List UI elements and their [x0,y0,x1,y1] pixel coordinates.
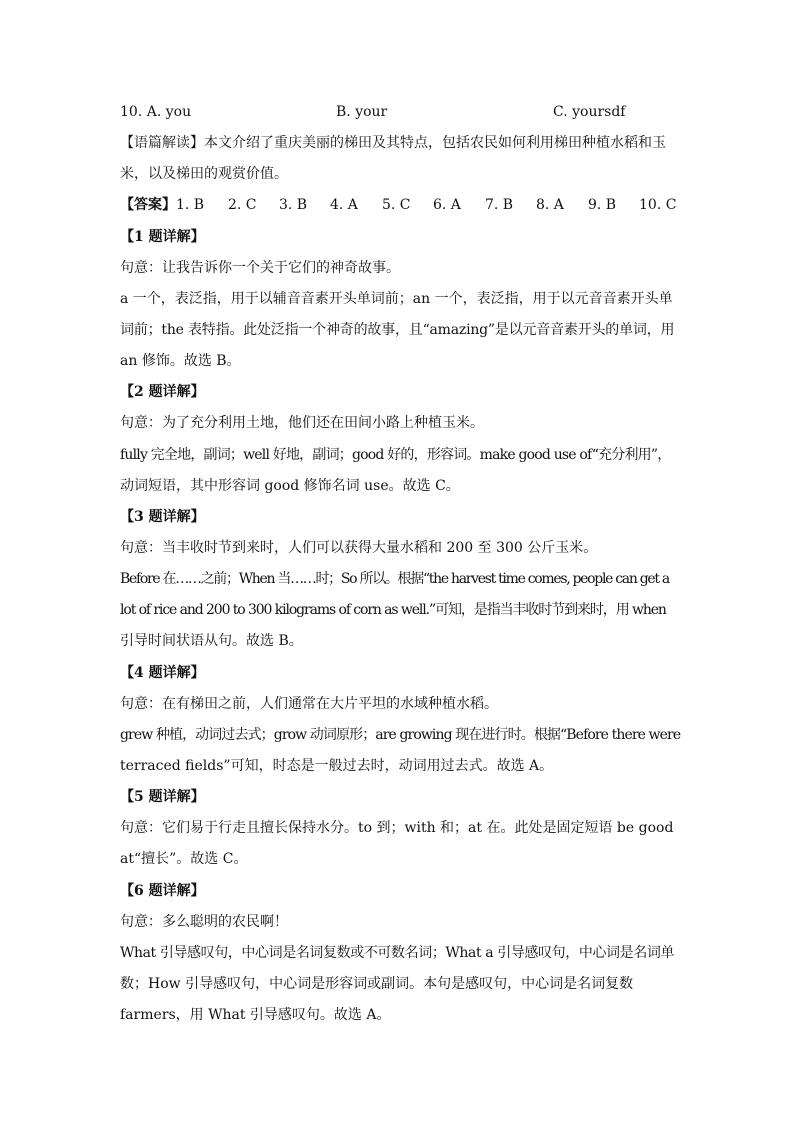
section-line: lot of rice and 200 to 300 kilograms of corn as well.”可知，是指当丰收时节到来时，用 when [120,602,666,618]
answer-item: 4. A [330,197,358,213]
section-line: 词前；the 表特指。此处泛指一个神奇的故事，且“amazing”是以元音音素开头的单词，用 [120,322,675,338]
section-heading: 【2 题详解】 [120,384,205,400]
section-heading: 【1 题详解】 [120,229,205,245]
answer-item: 6. A [433,197,461,213]
section-line: terraced fields”可知，时态是一般过去时，动词用过去式。故选 A。 [120,758,554,774]
section-line: What 引导感叹句，中心词是名词复数或不可数名词；What a 引导感叹句，中心词是名词单 [120,945,675,961]
section-line: an 修饰。故选 B。 [120,353,241,369]
q10-option-c: C. yoursdf [553,104,626,120]
section-line: farmers，用 What 引导感叹句。故选 A。 [120,1007,391,1023]
intro-line-2: 米，以及梯田的观赏价值。 [120,166,288,182]
section-meaning: 句意：它们易于行走且擅长保持水分。to 到；with 和；at 在。此处是固定短语 be good [120,820,674,836]
section-line: a 一个，表泛指，用于以辅音音素开头单词前；an 一个，表泛指，用于以元音音素开头单 [120,291,673,307]
answer-item: 5. C [382,197,411,213]
section-meaning: 句意：多么聪明的农民啊！ [120,914,288,930]
section-line: fully 完全地，副词；well 好地，副词；good 好的，形容词。make good use of“充分利用”， [120,447,671,463]
answer-item: 8. A [536,197,564,213]
section-heading: 【5 题详解】 [120,789,205,805]
answer-item: 1. B [176,197,205,213]
answer-item: 10. C [639,197,677,213]
section-line: at“擅长”。故选 C。 [120,851,248,867]
section-line: 动词短语，其中形容词 good 修饰名词 use。故选 C。 [120,478,460,494]
answer-item: 2. C [228,197,257,213]
section-line: grew 种植，动词过去式；grow 动词原形；are growing 现在进行时。根据“Before there were [120,727,681,743]
section-meaning: 句意：当丰收时节到来时，人们可以获得大量水稻和 200 至 300 公斤玉米。 [120,540,598,556]
section-heading: 【3 题详解】 [120,509,205,525]
q10-option-a: 10. A. you [120,104,192,120]
q10-option-b: B. your [336,104,388,120]
section-line: Before 在……之前；When 当……时；So 所以。根据“the harvest time comes, people can get a [120,571,669,587]
section-meaning: 句意：为了充分利用土地，他们还在田间小路上种植玉米。 [120,415,484,431]
section-line: 引导时间状语从句。故选 B。 [120,633,303,649]
section-meaning: 句意：让我告诉你一个关于它们的神奇故事。 [120,260,400,276]
section-heading: 【4 题详解】 [120,665,205,681]
answer-item: 9. B [588,197,617,213]
section-meaning: 句意：在有梯田之前，人们通常在大片平坦的水域种植水稻。 [120,696,498,712]
answers-label: 【答案】 [120,197,176,213]
intro-line-1: 【语篇解读】本文介绍了重庆美丽的梯田及其特点，包括农民如何利用梯田种植水稻和玉 [120,135,666,151]
section-line: 数；How 引导感叹句，中心词是形容词或副词。本句是感叹句，中心词是名词复数 [120,976,634,992]
answer-item: 3. B [279,197,308,213]
section-heading: 【6 题详解】 [120,883,205,899]
answer-item: 7. B [485,197,514,213]
